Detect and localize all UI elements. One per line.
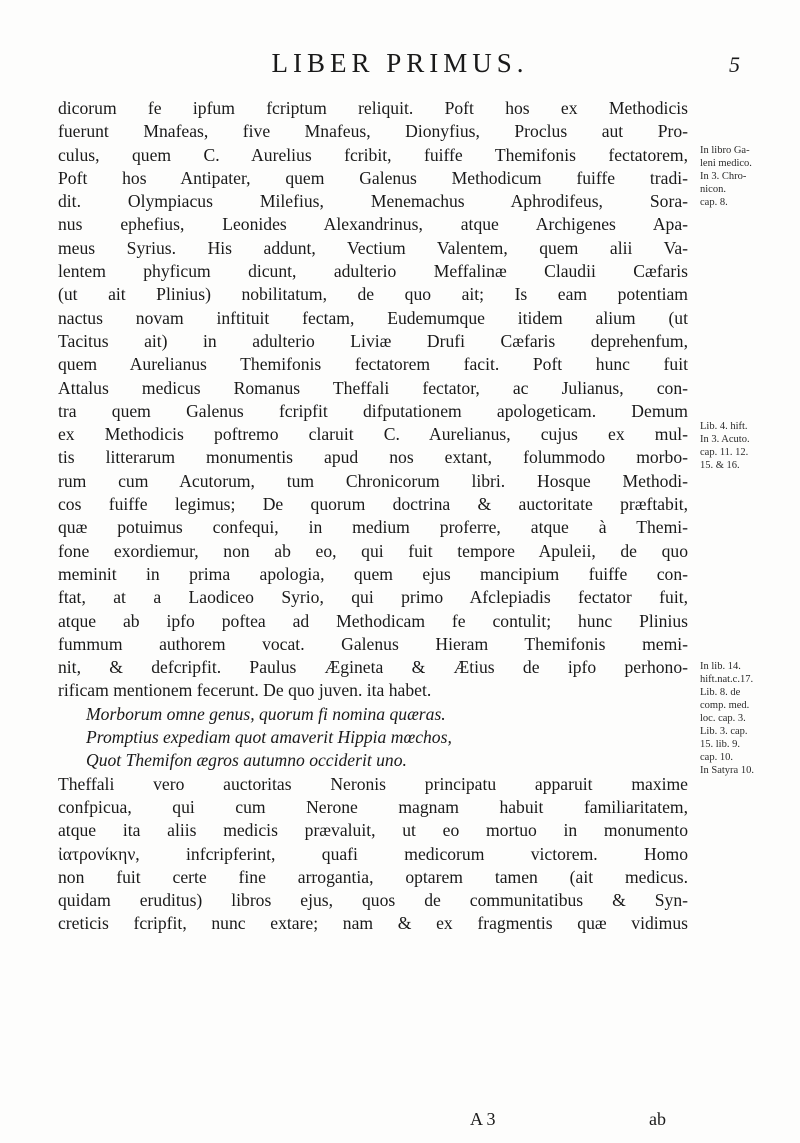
page-number: 5 [729, 52, 740, 77]
text-line: Tacitus ait) in adulterio Liviæ Drufi Cæfaris deprehenfum, [58, 330, 688, 351]
text-line: atque ita aliis medicis prævaluit, ut eo mortuo in monumento [58, 820, 688, 841]
text-line: fone exordiemur, non ab eo, qui fuit tempore Apuleii, de quo [58, 540, 688, 561]
text-line: nit, & defcripfit. Paulus Ægineta & Ætius de ipfo perhono- [58, 657, 688, 678]
margin-note-line: Lib. 4. hift. [700, 421, 748, 432]
text-line: nus ephefius, Leonides Alexandrinus, atque Archigenes Apa- [58, 214, 688, 235]
text-line: tra quem Galenus fcripfit difputationem apologeticam. Demum [58, 400, 688, 421]
text-line: culus, quem C. Aurelius fcribit, fuiffe Themifonis fectatorem, [58, 144, 688, 165]
text-line: quidam eruditus) libros ejus, quos de communitatibus & Syn- [58, 890, 688, 911]
margin-note-line: In libro Ga- [700, 145, 750, 156]
text-line: dicorum fe ipfum fcriptum reliquit. Poft hos ex Methodicis [58, 98, 688, 118]
margin-note-line: cap. 10. [700, 752, 733, 763]
catchword: ab [649, 1109, 666, 1129]
text-line: confpicua, qui cum Nerone magnam habuit familiaritatem, [58, 796, 688, 817]
text-line: ex Methodicis poftremo claruit C. Aurelianus, cujus ex mul- [58, 424, 688, 445]
margin-note-line: In lib. 14. [700, 661, 741, 672]
text-line: rum cum Acutorum, tum Chronicorum libri. Hosque Methodi- [58, 470, 688, 491]
margin-note-line: nicon. [700, 184, 726, 195]
margin-note-line: Lib. 3. cap. [700, 726, 748, 737]
text-line: ἰατρονίκην, infcripferint, quafi medicorum victorem. Homo [58, 843, 688, 864]
text-line: cos fuiffe legimus; De quorum doctrina & auctoritate præftabit, [58, 494, 688, 515]
text-line: fuerunt Mnafeas, five Mnafeus, Dionyfius, Proclus aut Pro- [58, 121, 688, 142]
text-line: Poft hos Antipater, quem Galenus Methodicum fuiffe tradi- [58, 167, 688, 188]
margin-note-pliny [700, 660, 798, 777]
margin-note-line: leni medico. [700, 158, 752, 169]
margin-note-line: cap. 8. [700, 197, 728, 208]
running-head [60, 48, 740, 84]
text-line: (ut ait Plinius) nobilitatum, de quo ait; Is eam potentiam [58, 284, 688, 305]
margin-note-line: cap. 11. 12. [700, 447, 749, 458]
main-text [58, 97, 688, 936]
text-line: nactus novam inftituit fectam, Eudemumque itidem alium (ut [58, 307, 688, 328]
text-line: meus Syrius. His addunt, Vectium Valentem, quem alii Va- [58, 237, 688, 258]
verse-line: Quot Themifon ægros autumno occiderit uno. [86, 750, 407, 771]
margin-note-line: In 3. Acuto. [700, 434, 750, 445]
margin-note-galen [700, 144, 798, 209]
margin-note-line: In 3. Chro- [700, 171, 747, 182]
running-title: LIBER PRIMUS. [271, 48, 529, 78]
margin-note-line: hift.nat.c.17. [700, 674, 754, 685]
text-line: fummum authorem vocat. Galenus Hieram Themifonis memi- [58, 633, 688, 654]
verse-line: Morborum omne genus, quorum fi nomina quæras. [86, 703, 446, 724]
text-line: meminit in prima apologia, quem ejus mancipium fuiffe con- [58, 563, 688, 584]
margin-note-line: loc. cap. 3. [700, 713, 746, 724]
text-line: quem Aurelianus Themifonis fectatorem facit. Poft hunc fuit [58, 354, 688, 375]
text-line: rificam mentionem fecerunt. De quo juven. ita habet. [58, 680, 432, 701]
text-line: atque ab ipfo poftea ad Methodicam fe contulit; hunc Plinius [58, 610, 688, 631]
margin-note-history [700, 420, 798, 472]
text-line: lentem phyficum dicunt, adulterio Meffalinæ Claudii Cæfaris [58, 261, 688, 282]
signature-mark: A 3 [470, 1109, 496, 1129]
margin-note-line: In Satyra 10. [700, 765, 754, 776]
text-line: ftat, at a Laodiceo Syrio, qui primo Afclepiadis fectator fuit, [58, 587, 688, 608]
margin-note-line: 15. lib. 9. [700, 739, 740, 750]
margin-note-line: 15. & 16. [700, 460, 740, 471]
margin-note-line: Lib. 8. de [700, 687, 741, 698]
text-line: tis litterarum monumentis apud nos extant, folummodo morbo- [58, 447, 688, 468]
margin-note-line: comp. med. [700, 700, 750, 711]
text-line: Attalus medicus Romanus Theffali fectator, ac Julianus, con- [58, 377, 688, 398]
text-line: creticis fcripfit, nunc extare; nam & ex fragmentis quæ vidimus [58, 913, 688, 934]
text-line: non fuit certe fine arrogantia, optarem tamen (ait medicus. [58, 866, 688, 887]
verse-line: Promptius expediam quot amaverit Hippia mœchos, [86, 727, 452, 748]
text-line: quæ potuimus confequi, in medium proferre, atque à Themi- [58, 517, 688, 538]
text-line: Theffali vero auctoritas Neronis principatu apparuit maxime [58, 773, 688, 794]
text-line: dit. Olympiacus Milefius, Menemachus Aphrodifeus, Sora- [58, 191, 688, 212]
page-footer [58, 1109, 688, 1133]
